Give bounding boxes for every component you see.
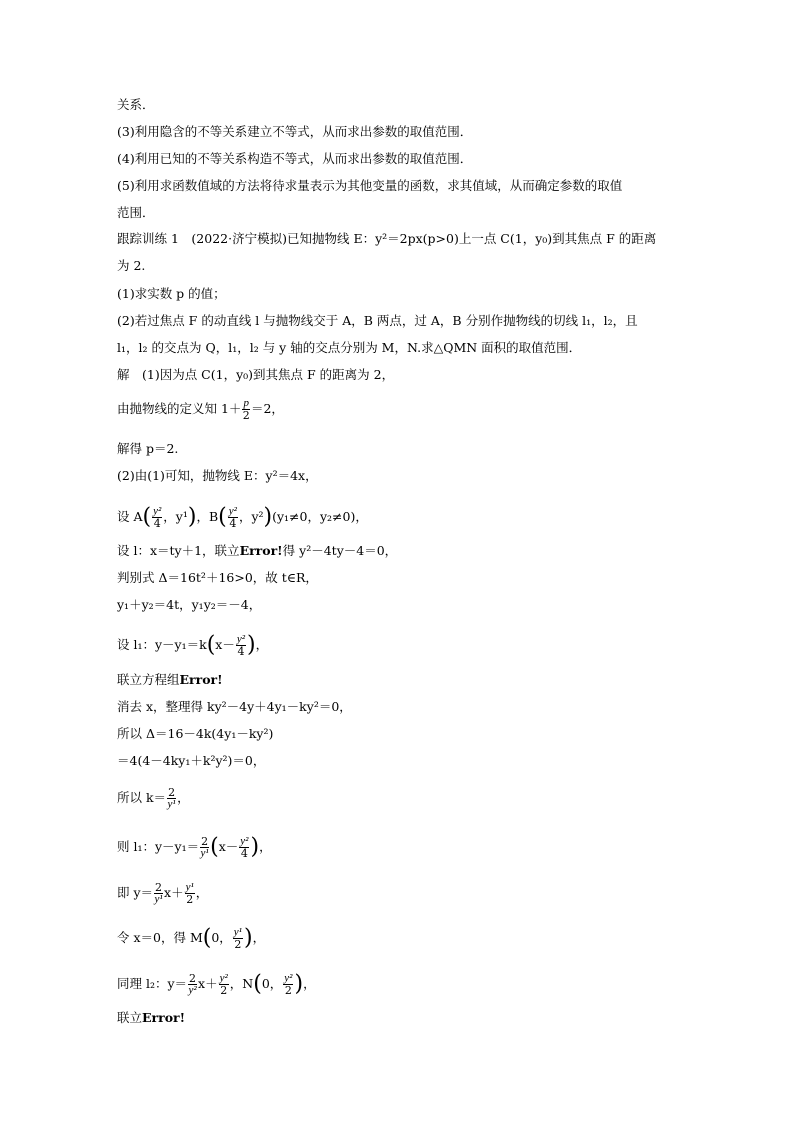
fraction-numerator: 2 (168, 786, 176, 799)
fraction (283, 973, 293, 996)
paren: ) (187, 504, 197, 530)
formula-line (117, 1010, 185, 1026)
text-span: 设 l：x＝ty＋1，联立 (117, 543, 240, 558)
paren: ( (202, 925, 212, 951)
text-span: ，y² (238, 509, 264, 524)
solution-start: 解 (1)因为点 C(1，y₀)到其焦点 F 的距离为 2， (117, 367, 395, 382)
error-text: Error! (239, 543, 283, 558)
text-line: 所以 Δ＝16－4k(4y₁－ky²) (117, 726, 274, 741)
text-span: 设 l₁：y－y₁＝k (117, 637, 207, 652)
formula-line (117, 543, 397, 559)
text-line: l₁，l₂ 的交点为 Q，l₁，l₂ 与 y 轴的交点分别为 M，N.求△QMN 面积的取值范围． (117, 340, 582, 355)
fraction-denominator: 4 (240, 847, 248, 860)
text-span: ， (259, 839, 272, 854)
fraction-numerator: y² (240, 835, 249, 847)
fraction (188, 973, 197, 996)
formula-line (117, 398, 284, 421)
text-span: 即 y＝ (117, 885, 154, 900)
text-span: ， (252, 930, 266, 945)
text-span: ， (195, 885, 209, 900)
fraction (167, 787, 176, 810)
formula-line (117, 882, 208, 905)
text-span: x－ (218, 839, 239, 854)
question-part-1: (1)求实数 p 的值； (117, 286, 226, 301)
fraction-denominator: y¹ (167, 798, 176, 810)
fraction-denominator: y¹ (154, 893, 163, 905)
text-line: 消去 x，整理得 ky²－4y＋4y₁－ky²＝0， (117, 699, 352, 714)
paren: ( (142, 504, 152, 530)
text-span: 则 l₁：y－y₁＝ (117, 839, 200, 854)
text-span: 令 x＝0，得 M (117, 930, 203, 945)
fraction-numerator: y² (284, 972, 293, 984)
fraction (239, 836, 249, 859)
fraction (233, 927, 243, 950)
fraction-denominator: 2 (186, 893, 194, 906)
text-span: ， (303, 976, 316, 991)
text-span: 所以 k＝ (117, 790, 167, 805)
text-line: 为 2. (117, 258, 146, 273)
fraction-denominator: 4 (237, 645, 245, 658)
fraction-numerator: 2 (189, 972, 197, 985)
fraction-denominator: 2 (234, 938, 242, 951)
fraction-denominator: 2 (220, 984, 228, 997)
fraction-numerator: y² (219, 972, 228, 984)
fraction-numerator: y¹ (233, 926, 242, 938)
fraction (185, 882, 195, 905)
paren: ( (253, 971, 262, 997)
exercise-heading: 跟踪训练 1 (2022·济宁模拟)已知抛物线 E：y²＝2px(p>0)上一点 C(1，y₀)到其焦点 F 的距离 (117, 231, 657, 246)
fraction-denominator: y¹ (200, 847, 209, 859)
fraction (219, 973, 229, 996)
text-span: x＋ (164, 885, 184, 900)
fraction-numerator: y² (236, 633, 246, 645)
formula-line (117, 973, 316, 996)
text-span: ， (255, 637, 269, 652)
text-span: 设 A (117, 509, 143, 524)
fraction (242, 398, 250, 421)
fraction-denominator: 2 (242, 409, 250, 422)
text-line: (3)利用隐含的不等关系建立不等式，从而求出参数的取值范围． (117, 124, 473, 139)
text-span: 0， (211, 930, 232, 945)
error-text: Error! (142, 1010, 186, 1025)
text-span: 由抛物线的定义知 1＋ (117, 401, 242, 416)
text-span: ，N (229, 976, 254, 991)
text-span: 联立方程组 (117, 672, 180, 687)
formula-line (117, 672, 223, 688)
text-line: (2)由(1)可知，抛物线 E：y²＝4x， (117, 468, 318, 483)
text-span: x＋ (198, 976, 218, 991)
text-span: ，y¹ (163, 509, 188, 524)
question-part-2: (2)若过焦点 F 的动直线 l 与抛物线交于 A，B 两点，过 A，B 分别作抛物线的切线 l₁，l₂，且 (117, 313, 638, 328)
paren: ( (206, 632, 216, 658)
text-span: (y₁≠0，y₂≠0)， (272, 509, 368, 524)
text-line: 判别式 Δ＝16t²＋16>0，故 t∈R， (117, 570, 318, 585)
fraction-numerator: 2 (201, 835, 209, 848)
text-span: 同理 l₂：y＝ (117, 976, 188, 991)
formula-line (117, 506, 368, 529)
formula-line (117, 787, 190, 810)
text-span: 联立 (117, 1010, 143, 1025)
fraction-numerator: y² (228, 505, 237, 517)
formula-line (117, 634, 268, 657)
text-line: 解得 p＝2. (117, 441, 179, 456)
fraction-denominator: 2 (284, 984, 292, 997)
text-span: x－ (215, 637, 235, 652)
formula-line (117, 927, 265, 950)
fraction (236, 634, 246, 657)
fraction (228, 506, 238, 529)
text-span: ，B (196, 509, 219, 524)
fraction-denominator: 4 (153, 517, 161, 530)
fraction-numerator: p (243, 397, 249, 409)
paren: ) (247, 632, 256, 658)
text-line: 关系． (117, 97, 155, 112)
fraction-denominator: y² (188, 984, 197, 996)
fraction (152, 506, 162, 529)
paren: ( (210, 834, 219, 860)
fraction (200, 836, 209, 859)
fraction-denominator: 4 (229, 517, 237, 530)
paren: ) (263, 504, 273, 530)
paren: ) (294, 971, 304, 997)
paren: ) (243, 925, 253, 951)
text-span: ， (177, 790, 190, 805)
text-line: y₁＋y₂＝4t，y₁y₂＝－4， (117, 597, 262, 612)
formula-line (117, 836, 272, 859)
paren: ) (250, 834, 260, 860)
fraction-numerator: y² (153, 505, 162, 517)
text-span: ＝2， (250, 401, 284, 416)
fraction-numerator: y¹ (185, 881, 194, 893)
error-text: Error! (179, 672, 223, 687)
text-span: 得 y²－4ty－4＝0， (282, 543, 398, 558)
paren: ( (218, 504, 227, 530)
text-line: (4)利用已知的不等关系构造不等式，从而求出参数的取值范围． (117, 151, 473, 166)
text-line: 范围． (117, 205, 155, 220)
text-line: (5)利用求函数值域的方法将待求量表示为其他变量的函数，求其值域，从而确定参数的取值 (117, 178, 623, 193)
fraction (154, 882, 163, 905)
text-line: ＝4(4－4ky₁＋k²y²)＝0， (117, 753, 266, 768)
text-span: 0， (261, 976, 283, 991)
fraction-numerator: 2 (155, 881, 163, 894)
